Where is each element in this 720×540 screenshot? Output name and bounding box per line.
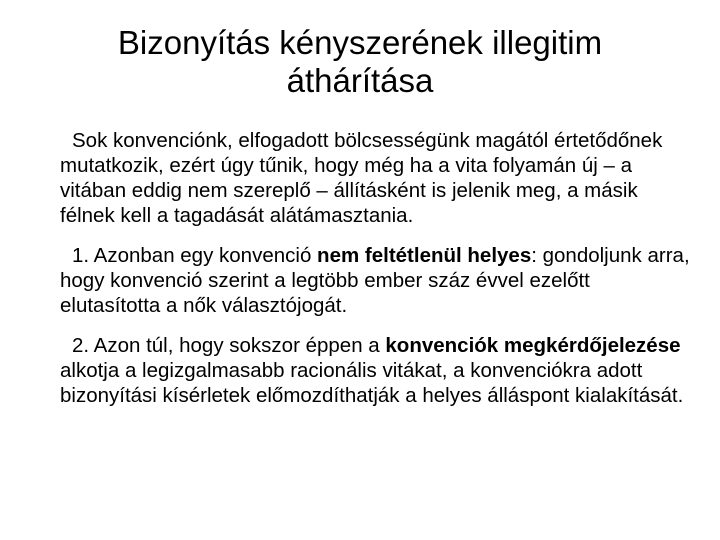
paragraph-point-1 [60,243,692,318]
paragraph-point-2-emphasis: konvenciók megkérdőjelezése [385,334,681,357]
slide-title [0,24,720,100]
paragraph-point-1-lead: 1. Azonban egy konvenció [72,244,318,267]
paragraph-point-2 [60,333,692,408]
slide-body [60,128,692,408]
slide-title-line-2: áthárítása [286,62,434,99]
paragraph-point-2-lead: 2. Azon túl, hogy sokszor éppen a [72,334,386,357]
paragraph-point-2-rest: alkotja a legizgalmasabb racionális vitákat, a konvenciókra adott bizonyítási kísérletek előmozdíthatják a helyes álláspont kialakítását. [60,359,684,407]
paragraph-intro-text: Sok konvenciónk, elfogadott bölcsességünk magától értetődőnek mutatkozik, ezért úgy tűnik, hogy még ha a vita folyamán új – a vitában eddig nem szereplő – állításként is jelenik meg, a másik félnek kell a tagadását alátámasztania. [60,129,663,227]
paragraph-point-1-rest: : gondoljunk arra, hogy konvenció szerint a legtöbb ember száz évvel ezelőtt elutasította a nők választójogát. [60,244,690,317]
paragraph-intro [60,128,692,228]
paragraph-point-1-emphasis: nem feltétlenül helyes [317,244,532,267]
slide-title-line-1: Bizonyítás kényszerének illegitim [117,24,603,61]
